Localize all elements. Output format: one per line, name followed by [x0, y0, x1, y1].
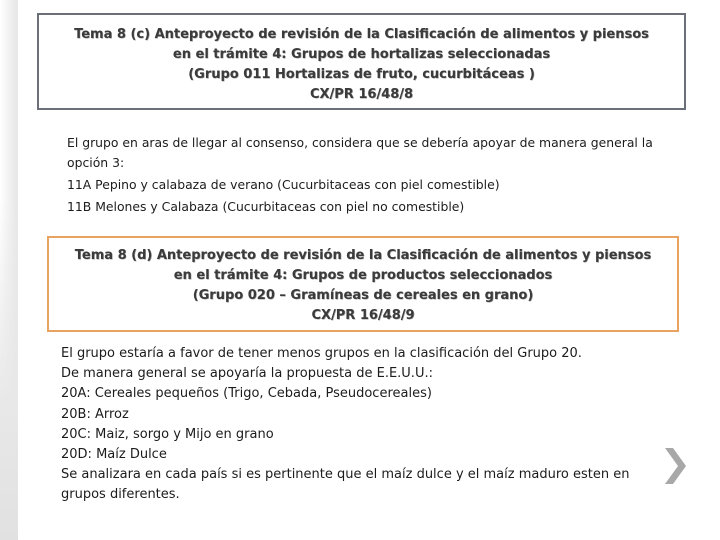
- section1-code: CX/PR 16/48/8: [309, 87, 414, 102]
- section1-title-box: [37, 13, 686, 110]
- section2-item-20d: 20D: Maíz Dulce: [61, 447, 167, 463]
- section2-line: De manera general se apoyaría la propuesta de E.E.U.U.:: [61, 366, 433, 382]
- section2-item-20c: 20C: Maiz, sorgo y Mijo en grano: [61, 426, 274, 442]
- left-decor-bar: [0, 0, 18, 540]
- chevron-right-icon[interactable]: [662, 446, 688, 486]
- section2-title-line: en el trámite 4: Grupos de productos seleccionados: [173, 268, 553, 283]
- section1-body: [67, 133, 677, 217]
- section1-option-11b: 11B Melones y Calabaza (Cucurbitaceas con piel no comestible): [67, 199, 465, 214]
- section1-title-line: (Grupo 011 Hortalizas de fruto, cucurbitáceas ): [188, 67, 535, 82]
- section2-code: CX/PR 16/48/9: [311, 308, 415, 323]
- section2-item-20a: 20A: Cereales pequeños (Trigo, Cebada, Pseudocereales): [61, 386, 432, 402]
- section2-body: [61, 344, 671, 506]
- section1-title-line: en el trámite 4: Grupos de hortalizas seleccionadas: [172, 47, 551, 62]
- section2-conclusion: Se analizara en cada país si es pertinente que el maíz dulce y el maíz maduro esten en grupos diferentes.: [61, 467, 630, 503]
- section1-option-11a: 11A Pepino y calabaza de verano (Cucurbitaceas con piel comestible): [67, 177, 500, 192]
- section2-title-line: (Grupo 020 – Gramíneas de cereales en grano): [192, 288, 534, 303]
- section2-title-box: [47, 236, 679, 332]
- section2-item-20b: 20B: Arroz: [61, 406, 129, 422]
- section1-title-line: Tema 8 (c) Anteproyecto de revisión de la Clasificación de alimentos y piensos: [74, 27, 649, 42]
- section2-title-line: Tema 8 (d) Anteproyecto de revisión de la Clasificación de alimentos y piensos: [74, 248, 652, 263]
- section2-line: El grupo estaría a favor de tener menos grupos en la clasificación del Grupo 20.: [61, 346, 582, 361]
- section1-paragraph: El grupo en aras de llegar al consenso, considera que se debería apoyar de manera general la opción 3:: [67, 135, 653, 170]
